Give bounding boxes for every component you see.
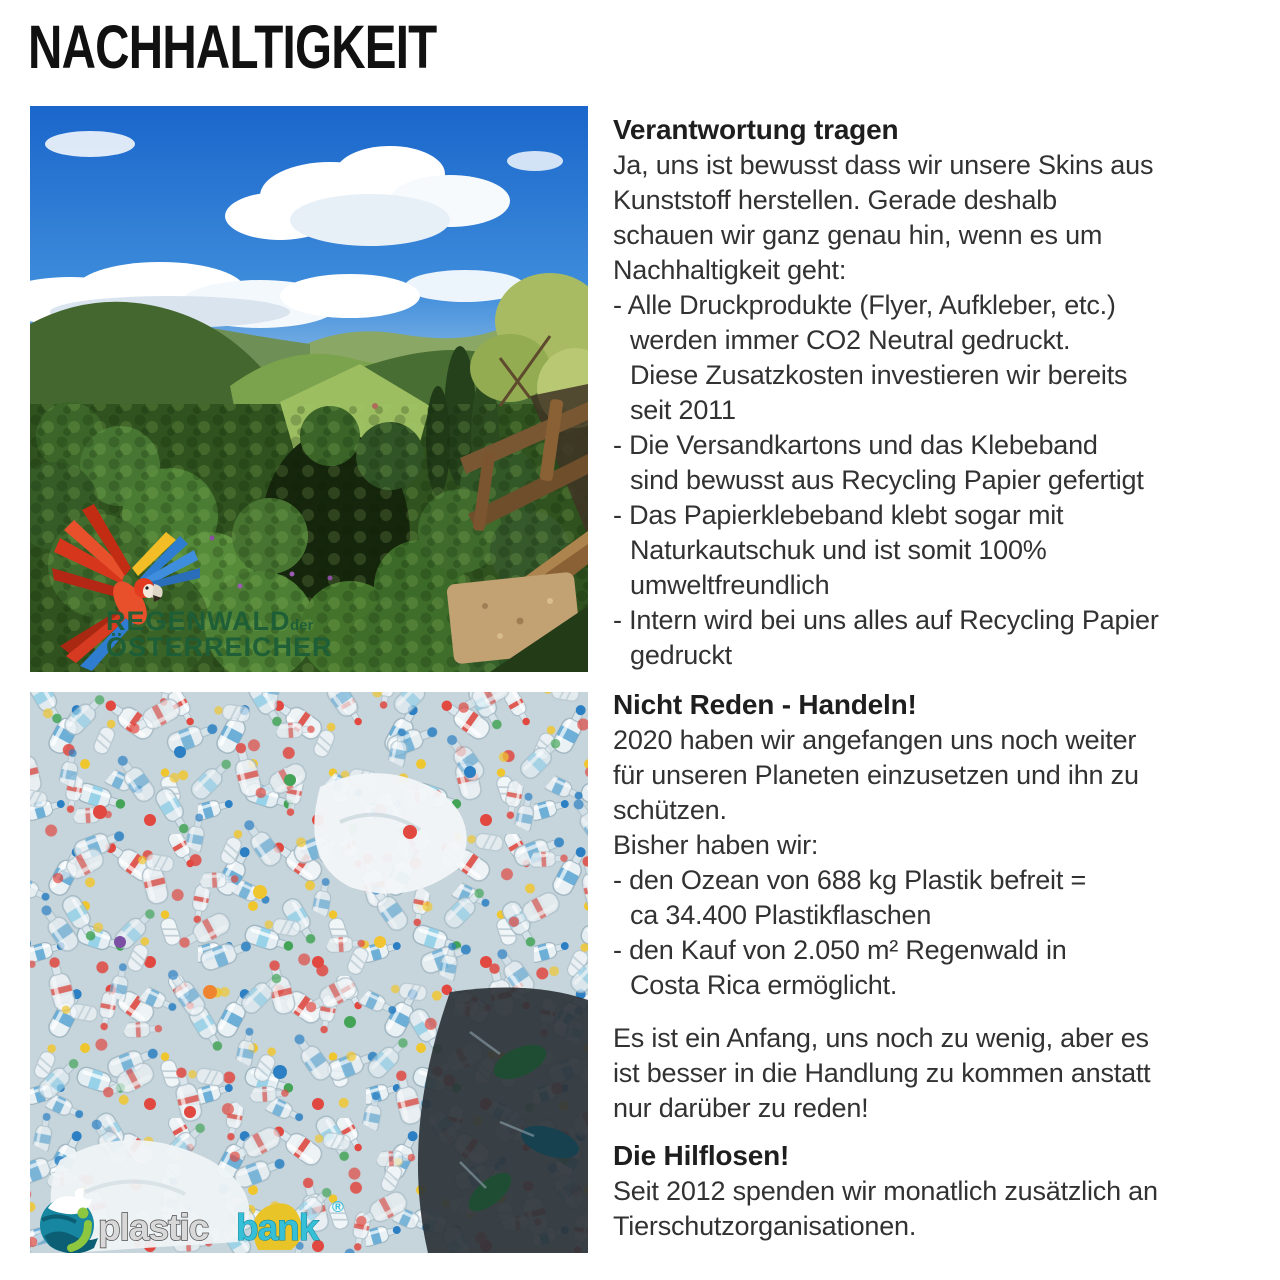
text-line: ist besser in die Handlung zu kommen anstatt: [613, 1058, 1151, 1088]
text-line: - Alle Druckprodukte (Flyer, Aufkleber, etc.): [613, 290, 1116, 320]
text-line: seit 2011: [630, 395, 736, 425]
plasticbank-logo-plastic: plastic: [98, 1207, 209, 1248]
text-line: - Das Papierklebeband klebt sogar mit: [613, 500, 1064, 530]
text-line: schauen wir ganz genau hin, wenn es um: [613, 220, 1103, 250]
text-line: - den Ozean von 688 kg Plastik befreit =: [613, 865, 1087, 895]
regenwald-logo-line1: REGENWALD: [106, 606, 291, 636]
plasticbank-logo-registered: ®: [332, 1199, 344, 1216]
text-line: Ja, uns ist bewusst dass wir unsere Skins aus: [613, 150, 1154, 180]
regenwald-logo-line2: ÖSTERREICHER: [106, 632, 333, 662]
dark-plastic-pile: [418, 988, 588, 1254]
content-column: [613, 112, 1277, 1244]
plasticbank-logo-bank: bank: [236, 1207, 319, 1248]
regenwald-logo-der: der: [290, 617, 314, 634]
text-line: nur darüber zu reden!: [613, 1093, 869, 1123]
text-line: Tierschutzorganisationen.: [613, 1211, 917, 1241]
section-nicht-reden: [613, 687, 1277, 1003]
plastic-bottles-photo: [30, 692, 588, 1253]
section-verantwortung: [613, 112, 1277, 673]
paragraph-anfang: [613, 1021, 1277, 1126]
text-line: Es ist ein Anfang, uns noch zu wenig, aber es: [613, 1023, 1149, 1053]
section-heading: Nicht Reden - Handeln!: [613, 689, 917, 720]
section-hilflosen: [613, 1138, 1277, 1244]
section-heading: Die Hilflosen!: [613, 1140, 790, 1171]
text-line: werden immer CO2 Neutral gedruckt.: [630, 325, 1071, 355]
plastic-bottles-illustration: [30, 692, 588, 1253]
section-heading: Verantwortung tragen: [613, 114, 899, 145]
text-line: umweltfreundlich: [630, 570, 830, 600]
text-line: sind bewusst aus Recycling Papier gefertigt: [630, 465, 1144, 495]
page-title: NACHHALTIGKEIT: [28, 13, 437, 81]
text-line: gedruckt: [630, 640, 732, 670]
text-line: Bisher haben wir:: [613, 830, 819, 860]
rainforest-photo: [30, 106, 588, 672]
text-line: Naturkautschuk und ist somit 100%: [630, 535, 1047, 565]
text-line: schützen.: [613, 795, 727, 825]
text-line: Costa Rica ermöglicht.: [630, 970, 898, 1000]
text-line: für unseren Planeten einzusetzen und ihn zu: [613, 760, 1139, 790]
text-line: Seit 2012 spenden wir monatlich zusätzlich an: [613, 1176, 1158, 1206]
text-line: - Die Versandkartons und das Klebeband: [613, 430, 1098, 460]
text-line: Diese Zusatzkosten investieren wir bereits: [630, 360, 1128, 390]
text-line: ca 34.400 Plastikflaschen: [630, 900, 932, 930]
text-line: Kunststoff herstellen. Gerade deshalb: [613, 185, 1057, 215]
text-line: - Intern wird bei uns alles auf Recycling Papier: [613, 605, 1159, 635]
text-line: - den Kauf von 2.050 m² Regenwald in: [613, 935, 1067, 965]
text-line: Nachhaltigkeit geht:: [613, 255, 847, 285]
text-line: 2020 haben wir angefangen uns noch weiter: [613, 725, 1137, 755]
rainforest-illustration: [30, 106, 588, 672]
